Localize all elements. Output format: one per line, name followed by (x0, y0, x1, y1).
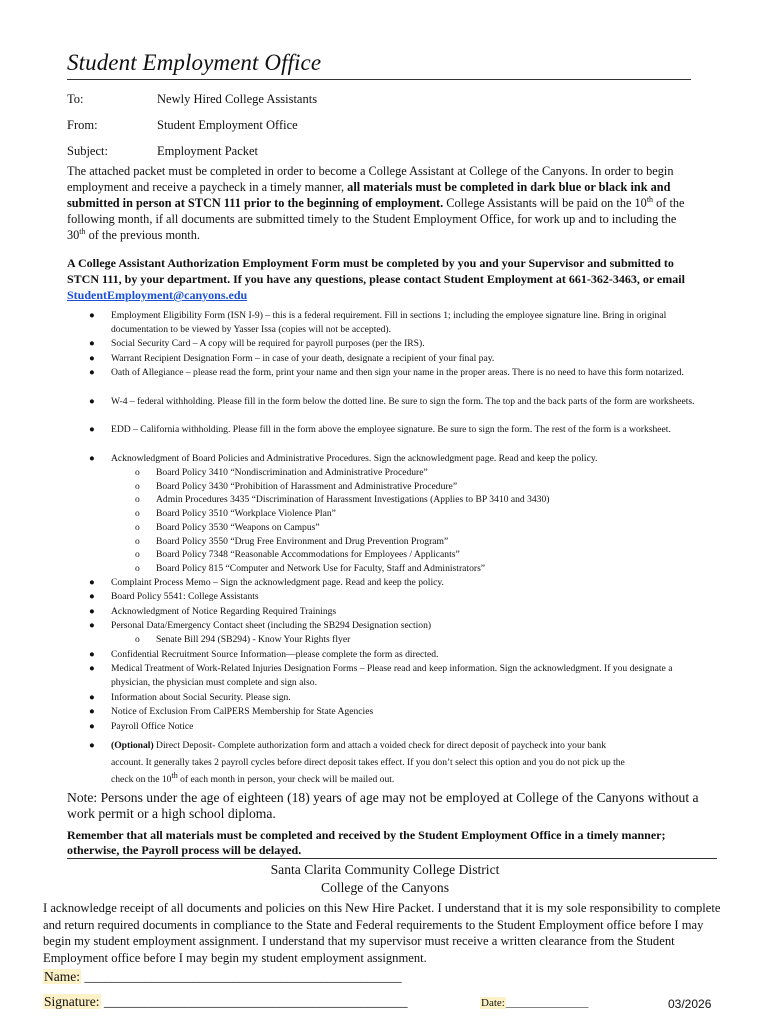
list-item (89, 619, 701, 633)
name-label: Name: (44, 969, 80, 984)
intro-sup-2: th (79, 226, 86, 236)
intro-text: The attached packet must be completed in order to become a College Assistant at College of the Canyons. In order to begin employment and receive a paycheck in a timely manner, (67, 164, 674, 194)
optional-label: (Optional) (111, 740, 154, 751)
circle-bullet-icon: o (135, 549, 140, 560)
policy-item-text: Admin Procedures 3435 “Discrimination of Harassment Investigations (Applies to BP 3410 and 3430) (156, 494, 550, 505)
list-item (89, 337, 701, 351)
name-field[interactable] (43, 969, 402, 985)
policy-item (135, 466, 701, 480)
circle-bullet-icon: o (135, 508, 140, 519)
list-item-text: Confidential Recruitment Source Information—please complete the form as directed. (111, 649, 439, 660)
policy-item (135, 493, 701, 507)
memo-from (67, 118, 298, 133)
title-divider (67, 79, 691, 80)
intro-sup-1: th (646, 194, 654, 204)
policy-item-text: Board Policy 3550 “Drug Free Environment and Drug Prevention Program” (156, 536, 449, 547)
list-item-text: Acknowledgment of Notice Regarding Required Trainings (111, 606, 337, 617)
policy-item-text: Board Policy 7348 “Reasonable Accommodations for Employees / Applicants” (156, 549, 460, 560)
memo-subject-value: Employment Packet (157, 144, 259, 158)
list-item (89, 352, 701, 366)
memo-from-label: From: (67, 118, 98, 132)
list-item-text: Oath of Allegiance – please read the form, print your name and then sign your name in the proper areas. There is no need to have this form notarized. (111, 367, 684, 378)
list-item-text: Employment Eligibility Form (ISN I-9) – this is a federal requirement. Fill in sections 1; including the employee signature line. Bring in original documentation to be viewed by Yasser Issa (copies will not be accepted). (111, 310, 667, 335)
bullet-icon: ● (89, 396, 95, 407)
section-divider (67, 858, 717, 859)
email-link[interactable]: StudentEmployment@canyons.edu (67, 288, 248, 302)
bullet-icon: ● (89, 721, 95, 732)
policy-item-text: Board Policy 3430 “Prohibition of Harassment and Administrative Procedure” (156, 481, 458, 492)
intro-bold-text: all materials must be completed in dark blue or black ink and submitted in person at STCN 111 prior to the beginning of employment. (67, 180, 671, 210)
deposit-line-3b: of each month in person, your check will be mailed out. (177, 774, 395, 785)
bullet-icon: ● (89, 663, 95, 674)
list-item (89, 395, 701, 409)
signature-line[interactable]: _____________________________________________ (103, 994, 408, 1009)
intro-paragraph (67, 163, 692, 243)
circle-bullet-icon: o (135, 494, 140, 505)
intro-tail-3: of the previous month. (85, 228, 200, 242)
list-item-text: Notice of Exclusion From CalPERS Membership for State Agencies (111, 706, 374, 717)
remember-note: Remember that all materials must be completed and received by the Student Employment Office in a timely manner; otherwise, the Payroll process will be delayed. (67, 828, 666, 857)
policy-item (135, 562, 701, 576)
bullet-icon: ● (89, 453, 95, 464)
bullet-icon: ● (89, 692, 95, 703)
direct-deposit-item (89, 737, 701, 788)
college-name: College of the Canyons (321, 880, 449, 895)
sb294-text: Senate Bill 294 (SB294) - Know Your Rights flyer (156, 634, 351, 645)
policy-item (135, 521, 701, 535)
list-item (89, 590, 701, 604)
circle-bullet-icon: o (135, 536, 140, 547)
deposit-line-1: Direct Deposit- Complete authorization form and attach a voided check for direct deposit of paycheck into your bank (153, 740, 607, 751)
circle-bullet-icon: o (135, 467, 140, 478)
list-item (89, 423, 701, 437)
list-item (89, 576, 701, 590)
acknowledgment-paragraph: I acknowledge receipt of all documents and policies on this New Hire Packet. I understand that it is my sole responsibility to complete and return required documents in compliance to the State and Federal requirements to the Student Employment office before I may begin my student employment assignment. I understand that my supervisor must receive a written clearance from the Student Employment office before I may begin my student employment assignment. (43, 901, 721, 965)
policy-item (135, 507, 701, 521)
policy-item (135, 548, 701, 562)
memo-subject-label: Subject: (67, 144, 108, 158)
deposit-line-3a: check on the 10 (111, 774, 172, 785)
memo-to-label: To: (67, 92, 84, 106)
list-item-text: Board Policy 5541: College Assistants (111, 591, 259, 602)
name-line[interactable]: _______________________________________________ (84, 969, 402, 984)
list-item-text: Information about Social Security. Please sign. (111, 692, 291, 703)
circle-bullet-icon: o (135, 481, 140, 492)
policy-item-text: Board Policy 3410 “Nondiscrimination and Administrative Procedure” (156, 467, 428, 478)
list-item (89, 366, 701, 380)
list-item-text: Warrant Recipient Designation Form – in case of your death, designate a recipient of your final pay. (111, 353, 495, 364)
list-item (89, 720, 701, 734)
circle-bullet-icon: o (135, 563, 140, 574)
list-item-text: Personal Data/Emergency Contact sheet (including the SB294 Designation section) (111, 620, 432, 631)
sb294-item (135, 633, 701, 647)
bullet-icon: ● (89, 740, 95, 751)
list-item-text: Payroll Office Notice (111, 721, 194, 732)
bullet-icon: ● (89, 620, 95, 631)
signature-field[interactable] (43, 994, 408, 1010)
policy-item-text: Board Policy 3530 “Weapons on Campus” (156, 522, 320, 533)
list-item-text: Complaint Process Memo – Sign the acknowledgment page. Read and keep the policy. (111, 577, 444, 588)
bullet-icon: ● (89, 606, 95, 617)
policy-item-text: Board Policy 815 “Computer and Network Use for Faculty, Staff and Administrators” (156, 563, 486, 574)
age-note: Note: Persons under the age of eighteen (18) years of age may not be employed at College of the Canyons without a work permit or a high school diploma. (67, 790, 699, 821)
policy-item (135, 535, 701, 549)
list-item (89, 309, 701, 337)
circle-bullet-icon: o (135, 522, 140, 533)
authorization-text: A College Assistant Authorization Employment Form must be completed by you and your Supervisor and submitted to STCN 111, by your department. If you have any questions, please contact Student Employment at 661-362-3463, or email (67, 256, 685, 286)
authorization-paragraph (67, 255, 697, 303)
bullet-icon: ● (89, 591, 95, 602)
list-item-text: W-4 – federal withholding. Please fill in the form below the dotted line. Be sure to sign the form. The top and the back parts of the form are worksheets. (111, 396, 695, 407)
intro-tail-2: of the following month, if all documents are submitted timely to the Student Employment Office, for work up and to including the 30 (67, 196, 685, 242)
list-item-text: Acknowledgment of Board Policies and Administrative Procedures. Sign the acknowledgment page. Read and keep the policy. (111, 453, 598, 464)
page-title: Student Employment Office (67, 50, 322, 75)
list-item-text: Medical Treatment of Work-Related Injuries Designation Forms – Please read and keep information. Sign the acknowledgment. If you designate a physician, the physician must complete and sign also. (111, 663, 673, 688)
bullet-icon: ● (89, 649, 95, 660)
list-item (89, 691, 701, 705)
list-item (89, 705, 701, 719)
policy-item-text: Board Policy 3510 “Workplace Violence Plan” (156, 508, 336, 519)
memo-from-value: Student Employment Office (157, 118, 298, 132)
date-field[interactable] (480, 997, 588, 1009)
memo-to-value: Newly Hired College Assistants (157, 92, 318, 106)
memo-to (67, 92, 317, 107)
list-item (89, 648, 701, 662)
footer-date: 03/2026 (668, 997, 712, 1011)
policy-item (135, 480, 701, 494)
list-item-text: Social Security Card – A copy will be required for payroll purposes (per the IRS). (111, 338, 425, 349)
bullet-icon: ● (89, 706, 95, 717)
date-label: Date: (481, 997, 505, 1009)
circle-bullet-icon: o (135, 634, 140, 645)
bullet-icon: ● (89, 424, 95, 435)
signature-label: Signature: (44, 994, 100, 1009)
bullet-icon: ● (89, 367, 95, 378)
date-line[interactable]: _______________ (505, 997, 589, 1009)
bullet-icon: ● (89, 577, 95, 588)
intro-tail: College Assistants will be paid on the 10 (443, 196, 647, 210)
deposit-line-2: account. It generally takes 2 payroll cycles before direct deposit takes effect. If you don’t select this option and you do not pick up the (111, 757, 625, 768)
district-name: Santa Clarita Community College District (270, 862, 500, 877)
list-item (89, 605, 701, 619)
bullet-icon: ● (89, 353, 95, 364)
list-item (89, 662, 701, 690)
deposit-sup: th (171, 770, 178, 780)
bullet-icon: ● (89, 338, 95, 349)
memo-subject (67, 144, 258, 159)
list-item-text: EDD – California withholding. Please fill in the form above the employee signature. Be sure to sign the form. The rest of the form is a worksheet. (111, 424, 671, 435)
bullet-icon: ● (89, 310, 95, 321)
list-item (89, 452, 701, 466)
